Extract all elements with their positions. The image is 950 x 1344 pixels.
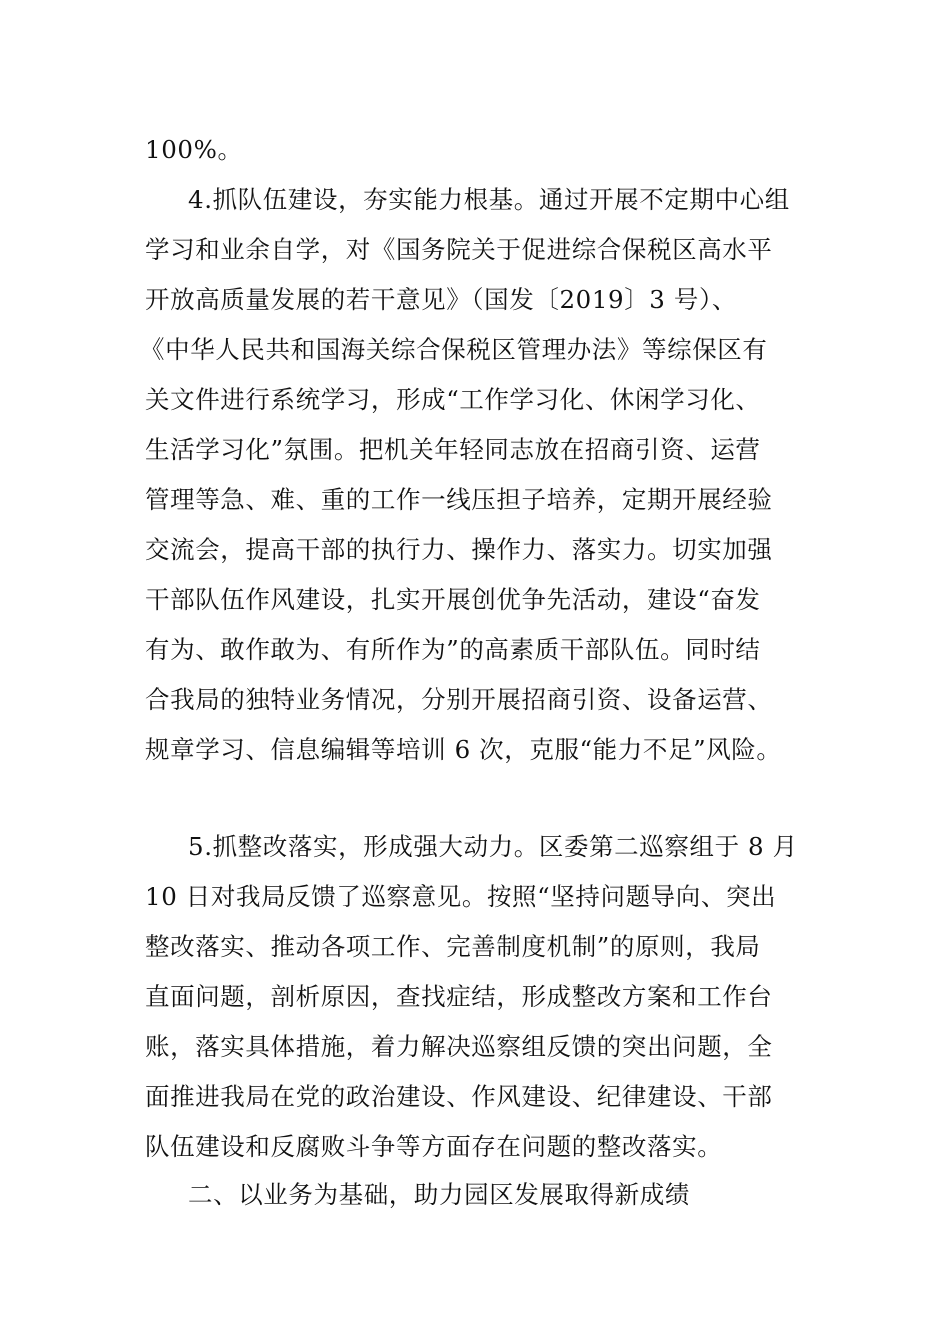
paragraph-4-line: 生活学习化”氛围。把机关年轻同志放在招商引资、运营 [145,435,761,464]
paragraph-5-line: 5.抓整改落实，形成强大动力。区委第二巡察组于 8 月 [188,832,798,861]
paragraph-4-line: 4.抓队伍建设，夯实能力根基。通过开展不定期中心组 [188,185,790,214]
paragraph-5-line: 队伍建设和反腐败斗争等方面存在问题的整改落实。 [145,1132,723,1161]
paragraph-4-line: 合我局的独特业务情况，分别开展招商引资、设备运营、 [145,685,773,714]
paragraph-4-line: 学习和业余自学，对《国务院关于促进综合保税区高水平 [145,235,773,264]
paragraph-4-line: 《中华人民共和国海关综合保税区管理办法》等综保区有 [140,335,768,364]
section-heading: 二、以业务为基础，助力园区发展取得新成绩 [188,1180,690,1209]
paragraph-4-line: 规章学习、信息编辑等培训 6 次，克服“能力不足”风险。 [145,735,782,764]
paragraph-4-line: 管理等急、难、重的工作一线压担子培养，定期开展经验 [145,485,773,514]
paragraph-5-line: 面推进我局在党的政治建设、作风建设、纪律建设、干部 [145,1082,773,1111]
paragraph-continuation-line: 100%。 [145,135,243,164]
paragraph-5-line: 直面问题，剖析原因，查找症结，形成整改方案和工作台 [145,982,773,1011]
paragraph-5-line: 整改落实、推动各项工作、完善制度机制”的原则，我局 [145,932,761,961]
paragraph-5-line: 账，落实具体措施，着力解决巡察组反馈的突出问题，全 [145,1032,773,1061]
paragraph-4-line: 关文件进行系统学习，形成“工作学习化、休闲学习化、 [145,385,761,414]
paragraph-4-line: 干部队伍作风建设，扎实开展创优争先活动，建设“奋发 [145,585,761,614]
paragraph-4-line: 交流会，提高干部的执行力、操作力、落实力。切实加强 [145,535,773,564]
paragraph-5-line: 10 日对我局反馈了巡察意见。按照“坚持问题导向、突出 [145,882,777,911]
paragraph-4-line: 开放高质量发展的若干意见》（国发〔2019〕3 号）、 [145,285,737,314]
paragraph-4-line: 有为、敢作敢为、有所作为”的高素质干部队伍。同时结 [145,635,761,664]
